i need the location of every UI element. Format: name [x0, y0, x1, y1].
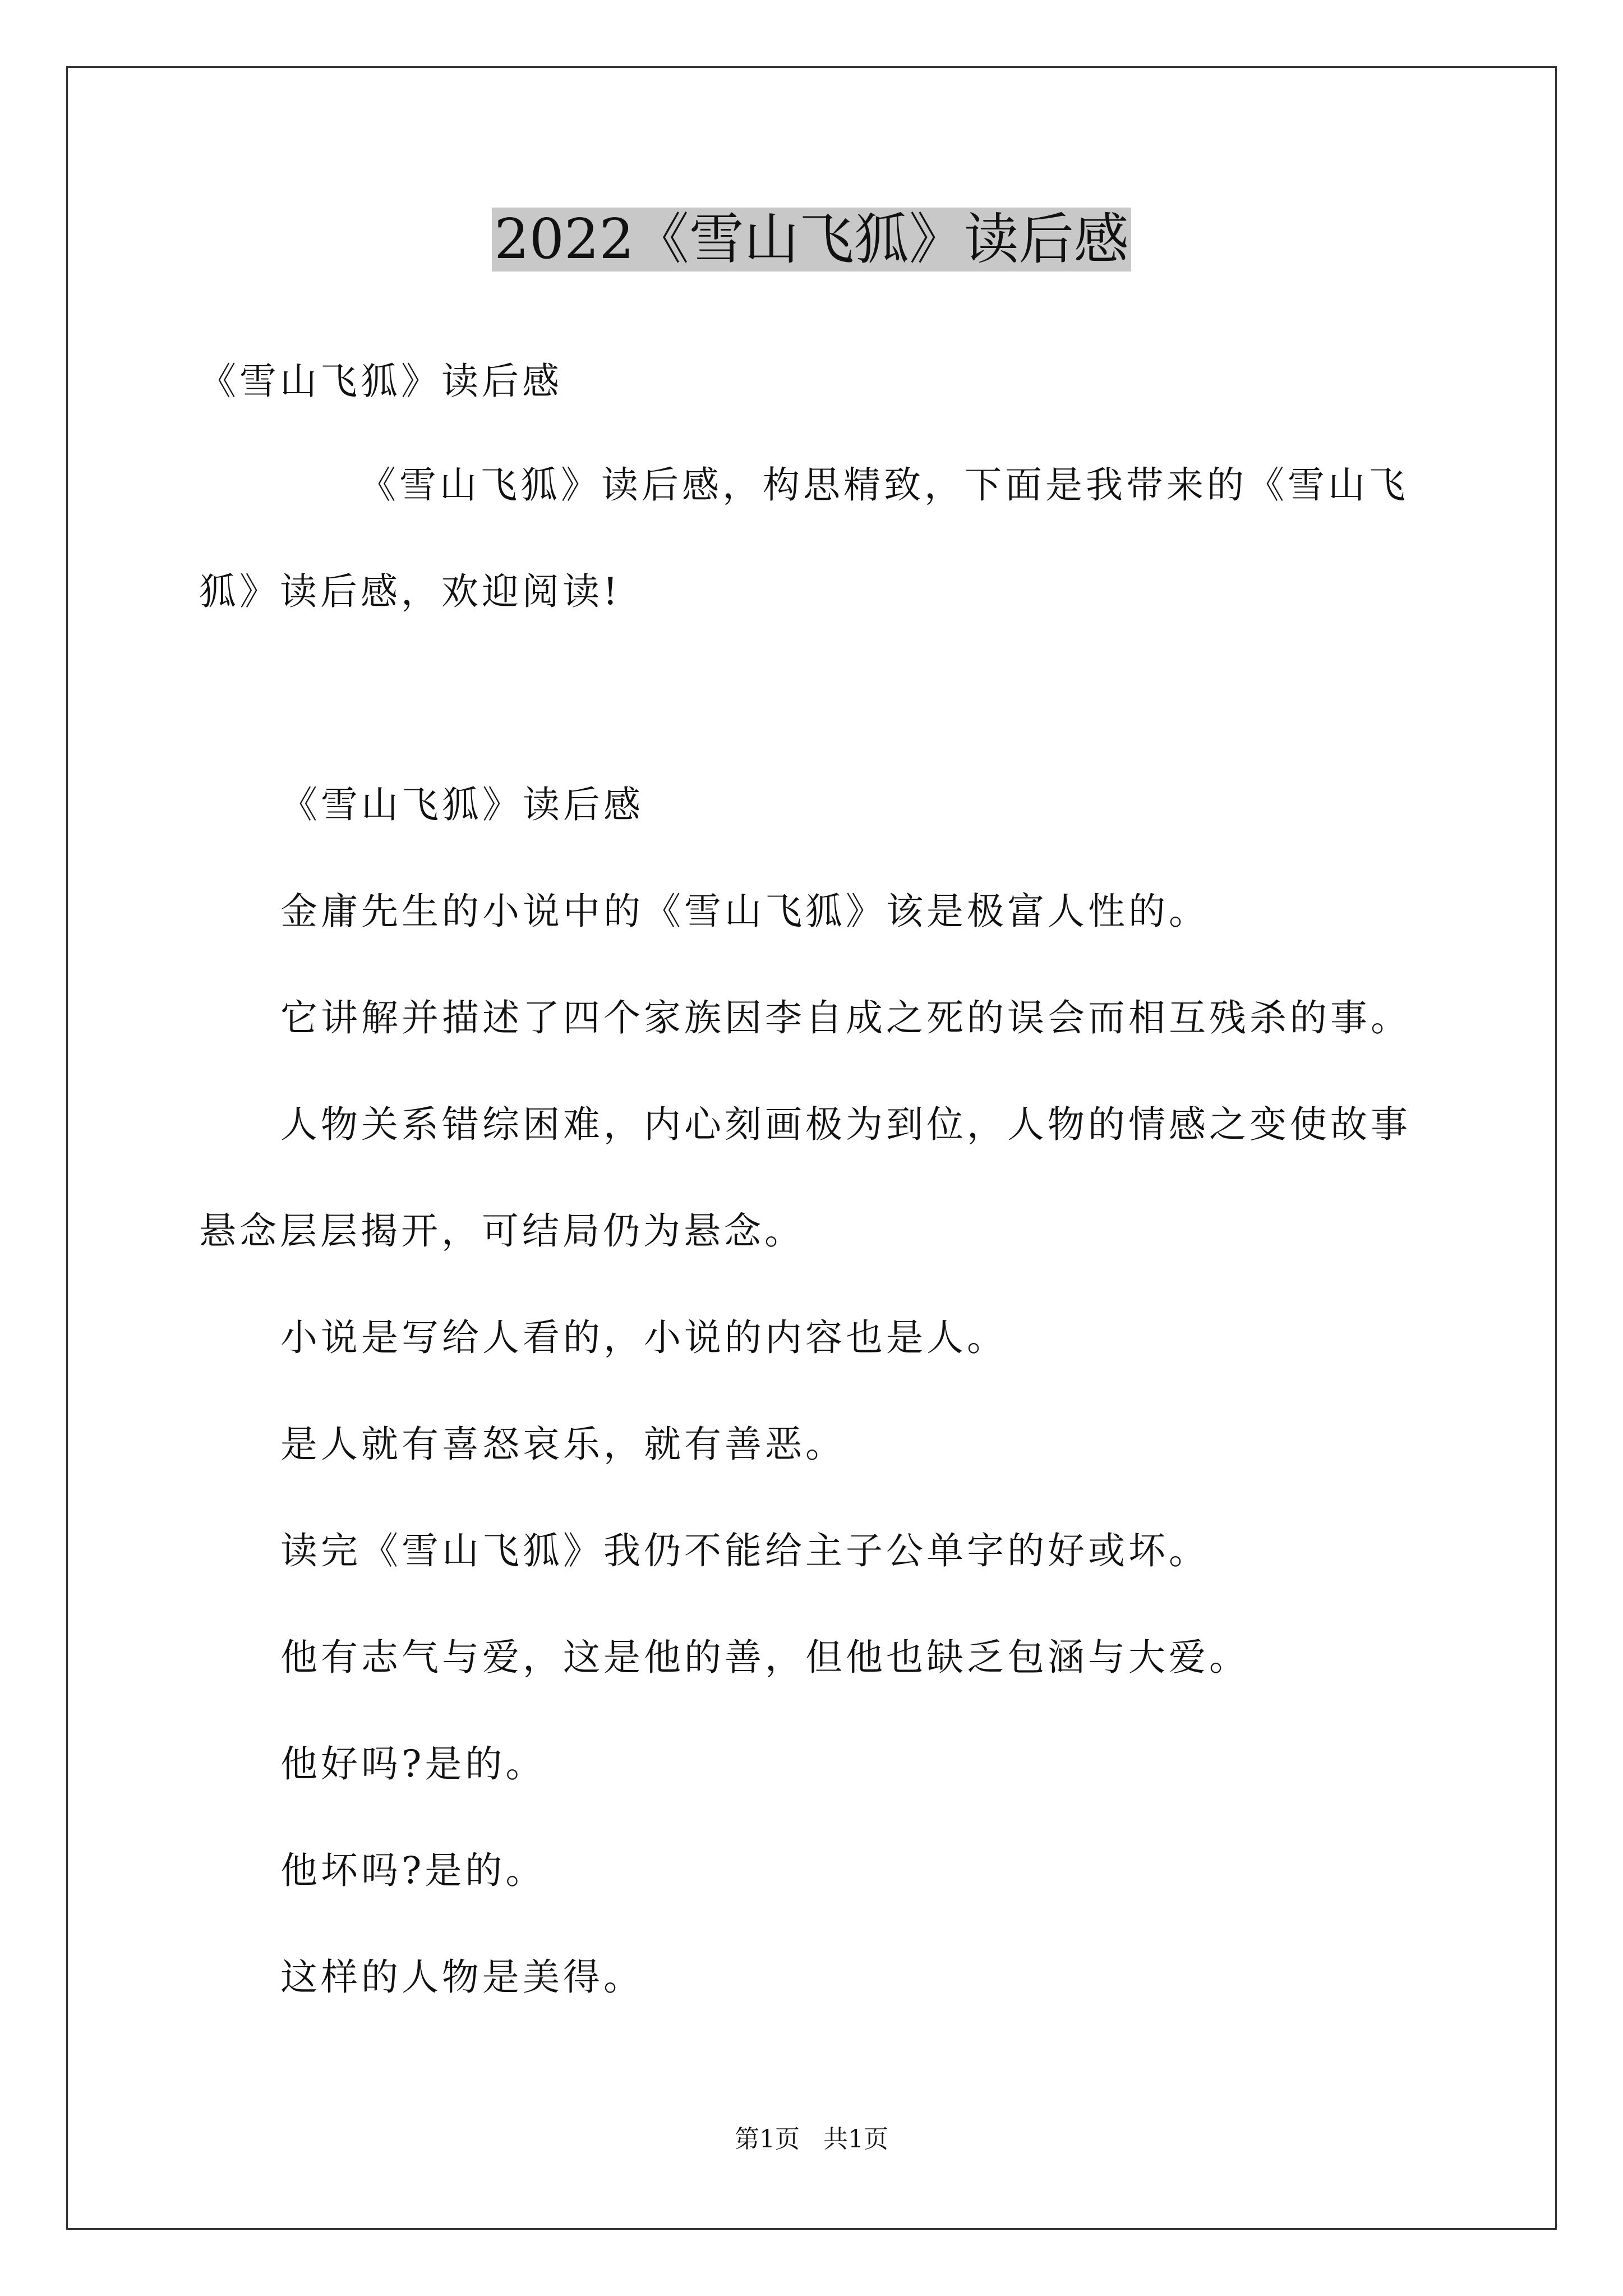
- paragraph-body: 金庸先生的小说中的《雪山飞狐》该是极富人性的。: [280, 890, 1209, 933]
- paragraph-body: 这样的人物是美得。: [280, 1955, 644, 1999]
- paragraph-body: 他好吗?是的。: [280, 1742, 546, 1786]
- paragraph-body: 他有志气与爱，这是他的善，但他也缺乏包涵与大爱。: [280, 1636, 1249, 1679]
- paragraph-intro-line1: 《雪山飞狐》读后感，构思精致，下面是我带来的《雪山飞: [359, 463, 1409, 507]
- paragraph-intro-line2: 狐》读后感，欢迎阅读!: [199, 570, 621, 613]
- page-number-current: 第1页: [735, 2125, 800, 2154]
- paragraph-section-heading: 《雪山飞狐》读后感: [280, 783, 644, 826]
- paragraph-body: 是人就有喜怒哀乐，就有善恶。: [280, 1423, 846, 1466]
- page-footer: [0, 2123, 1623, 2156]
- page-number-total: 共1页: [823, 2125, 888, 2154]
- paragraph-body: 它讲解并描述了四个家族因李自成之死的误会而相互残杀的事。: [280, 996, 1411, 1039]
- paragraph-body: 他坏吗?是的。: [280, 1849, 546, 1892]
- paragraph-body: 读完《雪山飞狐》我仍不能给主子公单字的好或坏。: [280, 1529, 1209, 1572]
- document-title-text: 2022《雪山飞狐》读后感: [492, 208, 1131, 272]
- paragraph-body: 小说是写给人看的，小说的内容也是人。: [280, 1316, 1007, 1359]
- paragraph-body: 人物关系错综困难，内心刻画极为到位，人物的情感之变使故事: [280, 1103, 1411, 1146]
- paragraph-body-continuation: 悬念层层揭开，可结局仍为悬念。: [199, 1209, 805, 1253]
- document-title: [0, 203, 1623, 276]
- paragraph-subtitle: 《雪山飞狐》读后感: [199, 360, 562, 403]
